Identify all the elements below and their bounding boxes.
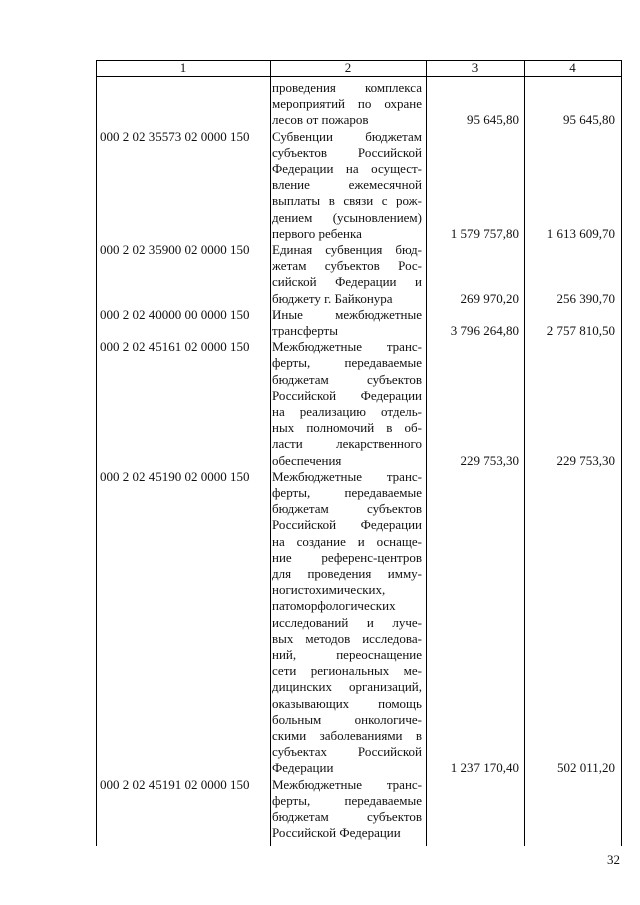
description-line: Федерации на осущест- bbox=[272, 161, 422, 176]
row-value-col3: 95 645,80 bbox=[467, 112, 519, 128]
col-border-1-2 bbox=[270, 60, 271, 846]
row-code: 000 2 02 45190 02 0000 150 bbox=[100, 468, 250, 484]
header-bottom-border bbox=[96, 76, 622, 77]
description-line: выплаты в связи с рож- bbox=[272, 193, 422, 209]
description-line: Межбюджетные транс- bbox=[272, 776, 422, 792]
row-description bbox=[272, 80, 422, 129]
row-value-col4: 229 753,30 bbox=[556, 452, 615, 468]
description-line: лесов от пожаров bbox=[272, 112, 369, 128]
row-value-col4: 95 645,80 bbox=[563, 112, 615, 128]
description-line: первого ребенка bbox=[272, 225, 362, 241]
header-col-1: 1 bbox=[179, 60, 187, 75]
description-line: сети региональных ме- bbox=[272, 663, 422, 679]
description-line: Межбюджетные транс- bbox=[272, 468, 422, 484]
description-line: бюджетам субъектов bbox=[272, 501, 422, 517]
description-line: вых методов исследова- bbox=[272, 630, 422, 646]
row-value-col3: 269 970,20 bbox=[460, 290, 519, 306]
description-line: Единая субвенция бюд- bbox=[272, 242, 422, 257]
row-value-col3: 1 579 757,80 bbox=[450, 225, 519, 241]
row-code: 000 2 02 40000 00 0000 150 bbox=[100, 306, 250, 322]
description-line: мероприятий по охране bbox=[272, 96, 422, 112]
row-value-col4: 2 757 810,50 bbox=[546, 323, 615, 338]
description-line: ферты, передаваемые bbox=[272, 485, 422, 500]
row-description bbox=[272, 242, 422, 307]
row-value-col4: 1 613 609,70 bbox=[546, 225, 615, 241]
description-line: Российской Федерации bbox=[272, 387, 422, 403]
description-line: Российской Федерации bbox=[272, 517, 422, 533]
description-line: дением (усыновлением) bbox=[272, 209, 422, 225]
row-value-col3: 3 796 264,80 bbox=[450, 323, 519, 338]
row-code: 000 2 02 35900 02 0000 150 bbox=[100, 242, 250, 257]
description-line: Российской Федерации bbox=[272, 825, 401, 841]
description-line: ных полномочий в об- bbox=[272, 420, 422, 436]
row-description bbox=[272, 129, 422, 242]
description-line: сийской Федерации и bbox=[272, 274, 422, 290]
page-number: 32 bbox=[607, 852, 620, 867]
description-line: жетам субъектов Рос- bbox=[272, 258, 422, 274]
col-border-2-3 bbox=[426, 60, 427, 846]
description-line: ний, переоснащение bbox=[272, 647, 422, 663]
row-value-col3: 229 753,30 bbox=[460, 452, 519, 468]
description-line: оказывающих помощь bbox=[272, 695, 422, 711]
row-description bbox=[272, 307, 422, 339]
description-line: на реализацию отдель- bbox=[272, 404, 422, 419]
description-line: Субвенции бюджетам bbox=[272, 128, 422, 144]
description-line: Федерации bbox=[272, 760, 334, 776]
description-line: для проведения имму- bbox=[272, 566, 422, 582]
col-border-right bbox=[621, 60, 622, 846]
col-border-left bbox=[96, 60, 97, 846]
description-line: скими заболеваниями в bbox=[272, 728, 422, 744]
description-line: больным онкологиче- bbox=[272, 711, 422, 727]
description-line: ласти лекарственного bbox=[272, 436, 422, 452]
description-line: ние референс-центров bbox=[272, 549, 422, 565]
description-line: патоморфологических bbox=[272, 598, 396, 614]
description-line: трансферты bbox=[272, 323, 338, 338]
row-value-col3: 1 237 170,40 bbox=[450, 760, 519, 776]
description-line: субъектов Российской bbox=[272, 144, 422, 160]
budget-table bbox=[96, 60, 622, 846]
description-line: исследований и луче- bbox=[272, 614, 422, 630]
row-value-col4: 502 011,20 bbox=[556, 760, 615, 776]
description-line: бюджету г. Байконура bbox=[272, 290, 393, 306]
row-description bbox=[272, 339, 422, 469]
row-description bbox=[272, 469, 422, 777]
header-col-4: 4 bbox=[569, 60, 576, 75]
row-code: 000 2 02 35573 02 0000 150 bbox=[100, 128, 250, 144]
description-line: вление ежемесячной bbox=[272, 177, 422, 193]
row-value-col4: 256 390,70 bbox=[556, 290, 615, 306]
description-line: Иные межбюджетные bbox=[272, 306, 422, 322]
description-line: ферты, передаваемые bbox=[272, 355, 422, 371]
row-description bbox=[272, 777, 422, 842]
description-line: ферты, передаваемые bbox=[272, 792, 422, 808]
description-line: дицинских организаций, bbox=[272, 679, 422, 695]
description-line: бюджетам субъектов bbox=[272, 371, 422, 387]
description-line: обеспечения bbox=[272, 452, 342, 468]
description-line: на создание и оснаще- bbox=[272, 533, 422, 549]
row-code: 000 2 02 45191 02 0000 150 bbox=[100, 776, 250, 792]
description-line: Межбюджетные транс- bbox=[272, 339, 422, 355]
description-line: ногистохимических, bbox=[272, 582, 386, 598]
description-line: субъектах Российской bbox=[272, 744, 422, 760]
row-code: 000 2 02 45161 02 0000 150 bbox=[100, 339, 250, 355]
description-line: бюджетам субъектов bbox=[272, 809, 422, 824]
header-col-3: 3 bbox=[471, 60, 479, 75]
description-line: проведения комплекса bbox=[272, 80, 422, 95]
header-col-2: 2 bbox=[344, 60, 352, 75]
